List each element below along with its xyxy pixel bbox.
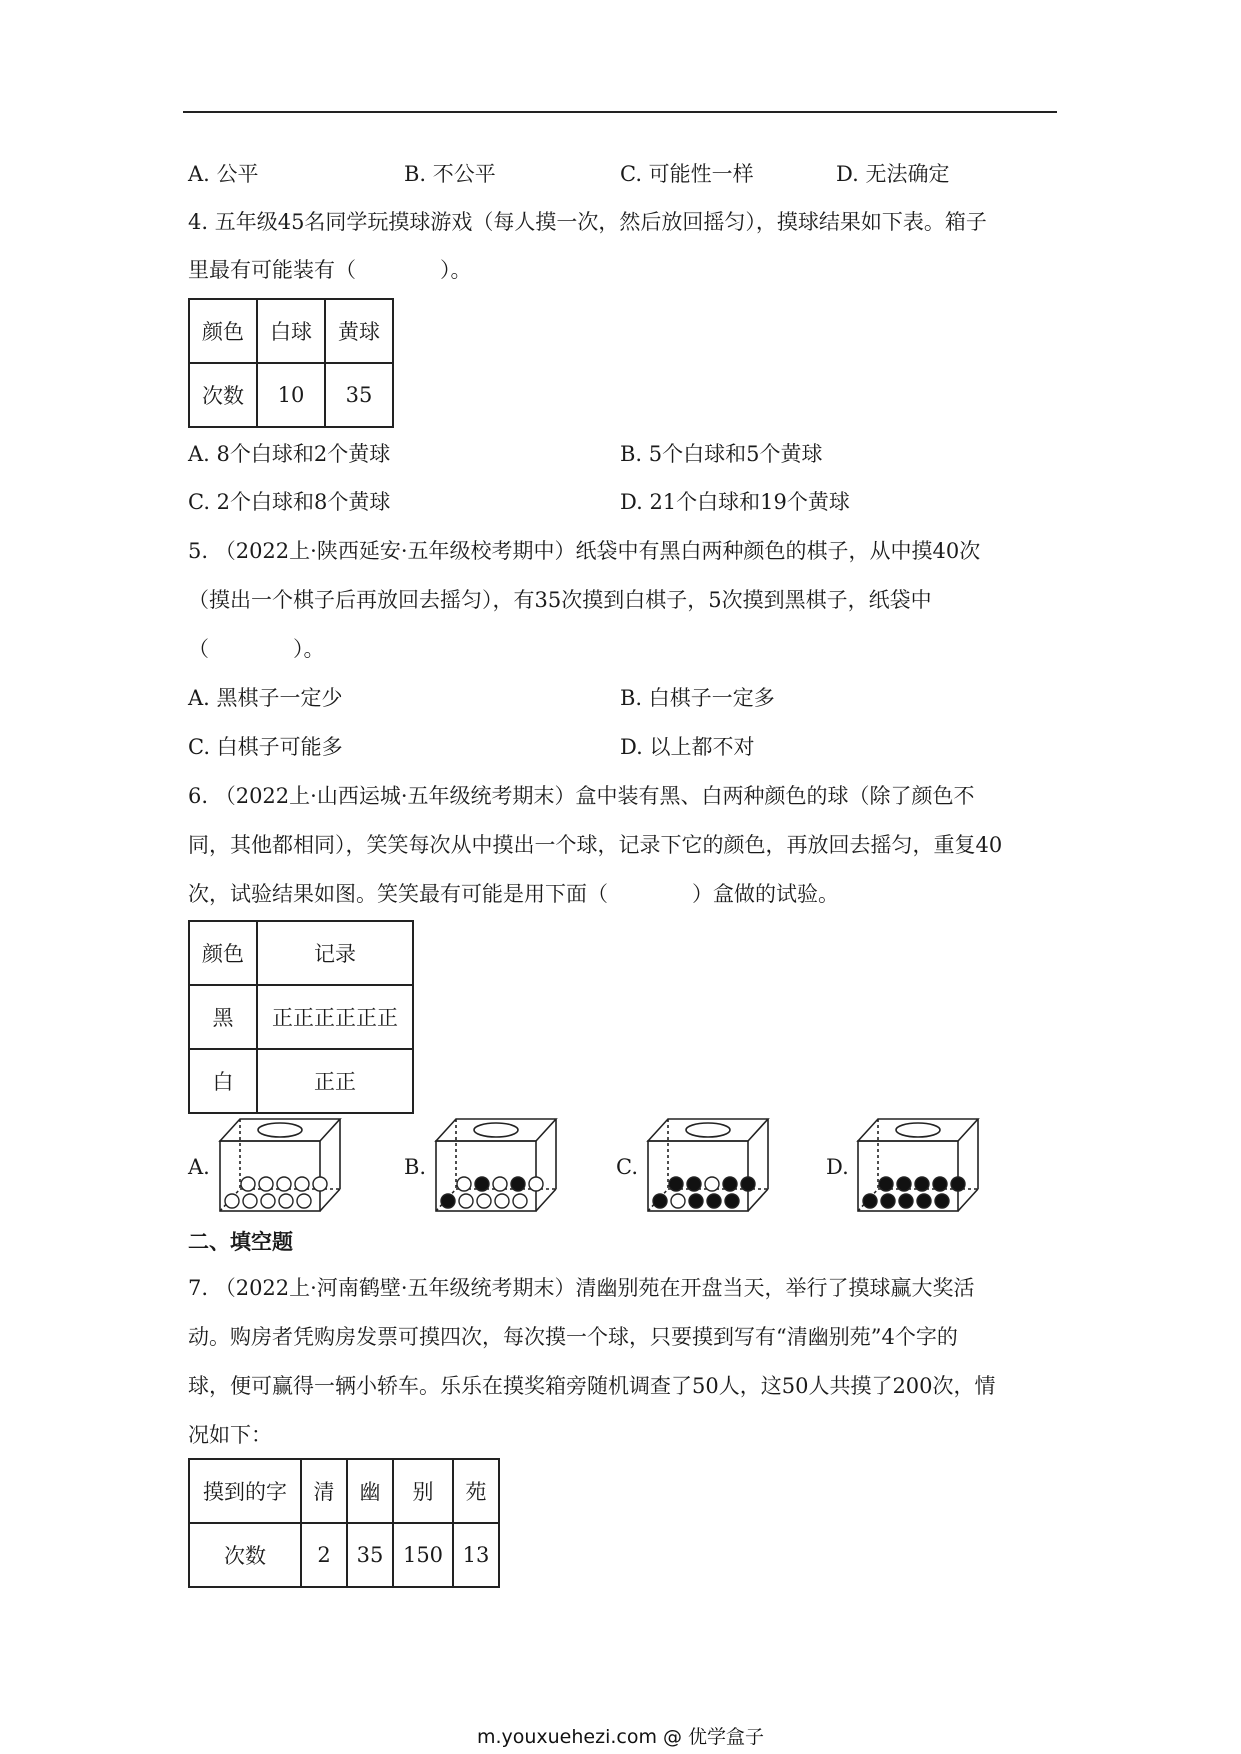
q5-text-line3: （ ）。: [188, 637, 325, 661]
q7-table-header-0: 摸到的字: [189, 1459, 301, 1523]
q7-table-cell-2: 35: [347, 1523, 393, 1587]
q7-table-header-4: 苑: [453, 1459, 499, 1523]
q6-text-line2: 同，其他都相同），笑笑每次从中摸出一个球，记录下它的颜色，再放回去摇匀，重复40: [188, 833, 1003, 857]
q7-text-line2: 动。购房者凭购房发票可摸四次，每次摸一个球，只要摸到写有“清幽别苑”4个字的: [188, 1325, 958, 1349]
q5-option-a: A. 黑棋子一定少: [188, 686, 343, 710]
q7-text-line4: 况如下：: [188, 1423, 272, 1447]
q7-table-header-3: 别: [393, 1459, 453, 1523]
q6-table-header-1: 记录: [257, 921, 413, 985]
q6-table: [188, 920, 414, 1114]
q3-option-d: D. 无法确定: [836, 162, 950, 186]
q7-text-line3: 球，便可赢得一辆小轿车。乐乐在摸奖箱旁随机调查了50人，这50人共摸了200次，情: [188, 1374, 996, 1398]
section-title-fill-in: 二、填空题: [188, 1230, 293, 1254]
q5-text-line1: 5. （2022上·陕西延安·五年级校考期中）纸袋中有黑白两种颜色的棋子，从中摸40次: [188, 539, 981, 563]
q3-option-b: B. 不公平: [404, 162, 496, 186]
q6-text-line3: 次，试验结果如图。笑笑最有可能是用下面（ ）盒做的试验。: [188, 882, 839, 906]
q4-table-header-2: 黄球: [325, 299, 393, 363]
q4-text-line1: 4. 五年级45名同学玩摸球游戏（每人摸一次，然后放回摇匀），摸球结果如下表。箱子: [188, 210, 987, 234]
footer-watermark: m.youxuehezi.com @ 优学盒子: [476, 1726, 765, 1748]
q6-box-label-d: D.: [826, 1155, 849, 1179]
q5-option-b: B. 白棋子一定多: [620, 686, 775, 710]
q4-table-cell-1: 10: [257, 363, 325, 427]
q5-option-c: C. 白棋子可能多: [188, 735, 343, 759]
q6-text-line1: 6. （2022上·山西运城·五年级统考期末）盒中装有黑、白两种颜色的球（除了颜色不: [188, 784, 975, 808]
q6-table-row0-label: 黑: [189, 985, 257, 1049]
q5-text-line2: （摸出一个棋子后再放回去摇匀），有35次摸到白棋子，5次摸到黑棋子，纸袋中: [188, 588, 932, 612]
q5-option-d: D. 以上都不对: [620, 735, 755, 759]
q4-table-cell-2: 35: [325, 363, 393, 427]
q4-table-cell-0: 次数: [189, 363, 257, 427]
q7-text-line1: 7. （2022上·河南鹤壁·五年级统考期末）清幽别苑在开盘当天，举行了摸球赢大奖活: [188, 1276, 975, 1300]
q4-text-line2: 里最有可能装有（ ）。: [188, 258, 472, 282]
box-c-diagram: [646, 1117, 770, 1213]
q4-option-b: B. 5个白球和5个黄球: [620, 442, 823, 466]
q4-table-header-0: 颜色: [189, 299, 257, 363]
q6-table-header-0: 颜色: [189, 921, 257, 985]
q7-table-cell-4: 13: [453, 1523, 499, 1587]
q6-box-label-a: A.: [188, 1155, 210, 1179]
q6-table-row1-label: 白: [189, 1049, 257, 1113]
q6-box-label-c: C.: [616, 1155, 638, 1179]
q3-option-a: A. 公平: [188, 162, 259, 186]
box-b-diagram: [434, 1117, 558, 1213]
q7-table-header-2: 幽: [347, 1459, 393, 1523]
q4-table-header-1: 白球: [257, 299, 325, 363]
q4-option-a: A. 8个白球和2个黄球: [188, 442, 391, 466]
box-a-diagram: [218, 1117, 342, 1213]
header-rule: [183, 111, 1057, 113]
q7-table-cell-1: 2: [301, 1523, 347, 1587]
q7-table-cell-0: 次数: [189, 1523, 301, 1587]
q4-table: [188, 298, 394, 428]
q3-option-c: C. 可能性一样: [620, 162, 754, 186]
q7-table-header-1: 清: [301, 1459, 347, 1523]
q4-option-d: D. 21个白球和19个黄球: [620, 490, 850, 514]
q6-box-label-b: B.: [404, 1155, 427, 1179]
q6-table-row1-record: 正正: [257, 1049, 413, 1113]
q6-table-row0-record: 正正正正正正: [257, 985, 413, 1049]
q7-table-cell-3: 150: [393, 1523, 453, 1587]
q4-option-c: C. 2个白球和8个黄球: [188, 490, 391, 514]
box-d-diagram: [856, 1117, 980, 1213]
q7-table: [188, 1458, 500, 1588]
